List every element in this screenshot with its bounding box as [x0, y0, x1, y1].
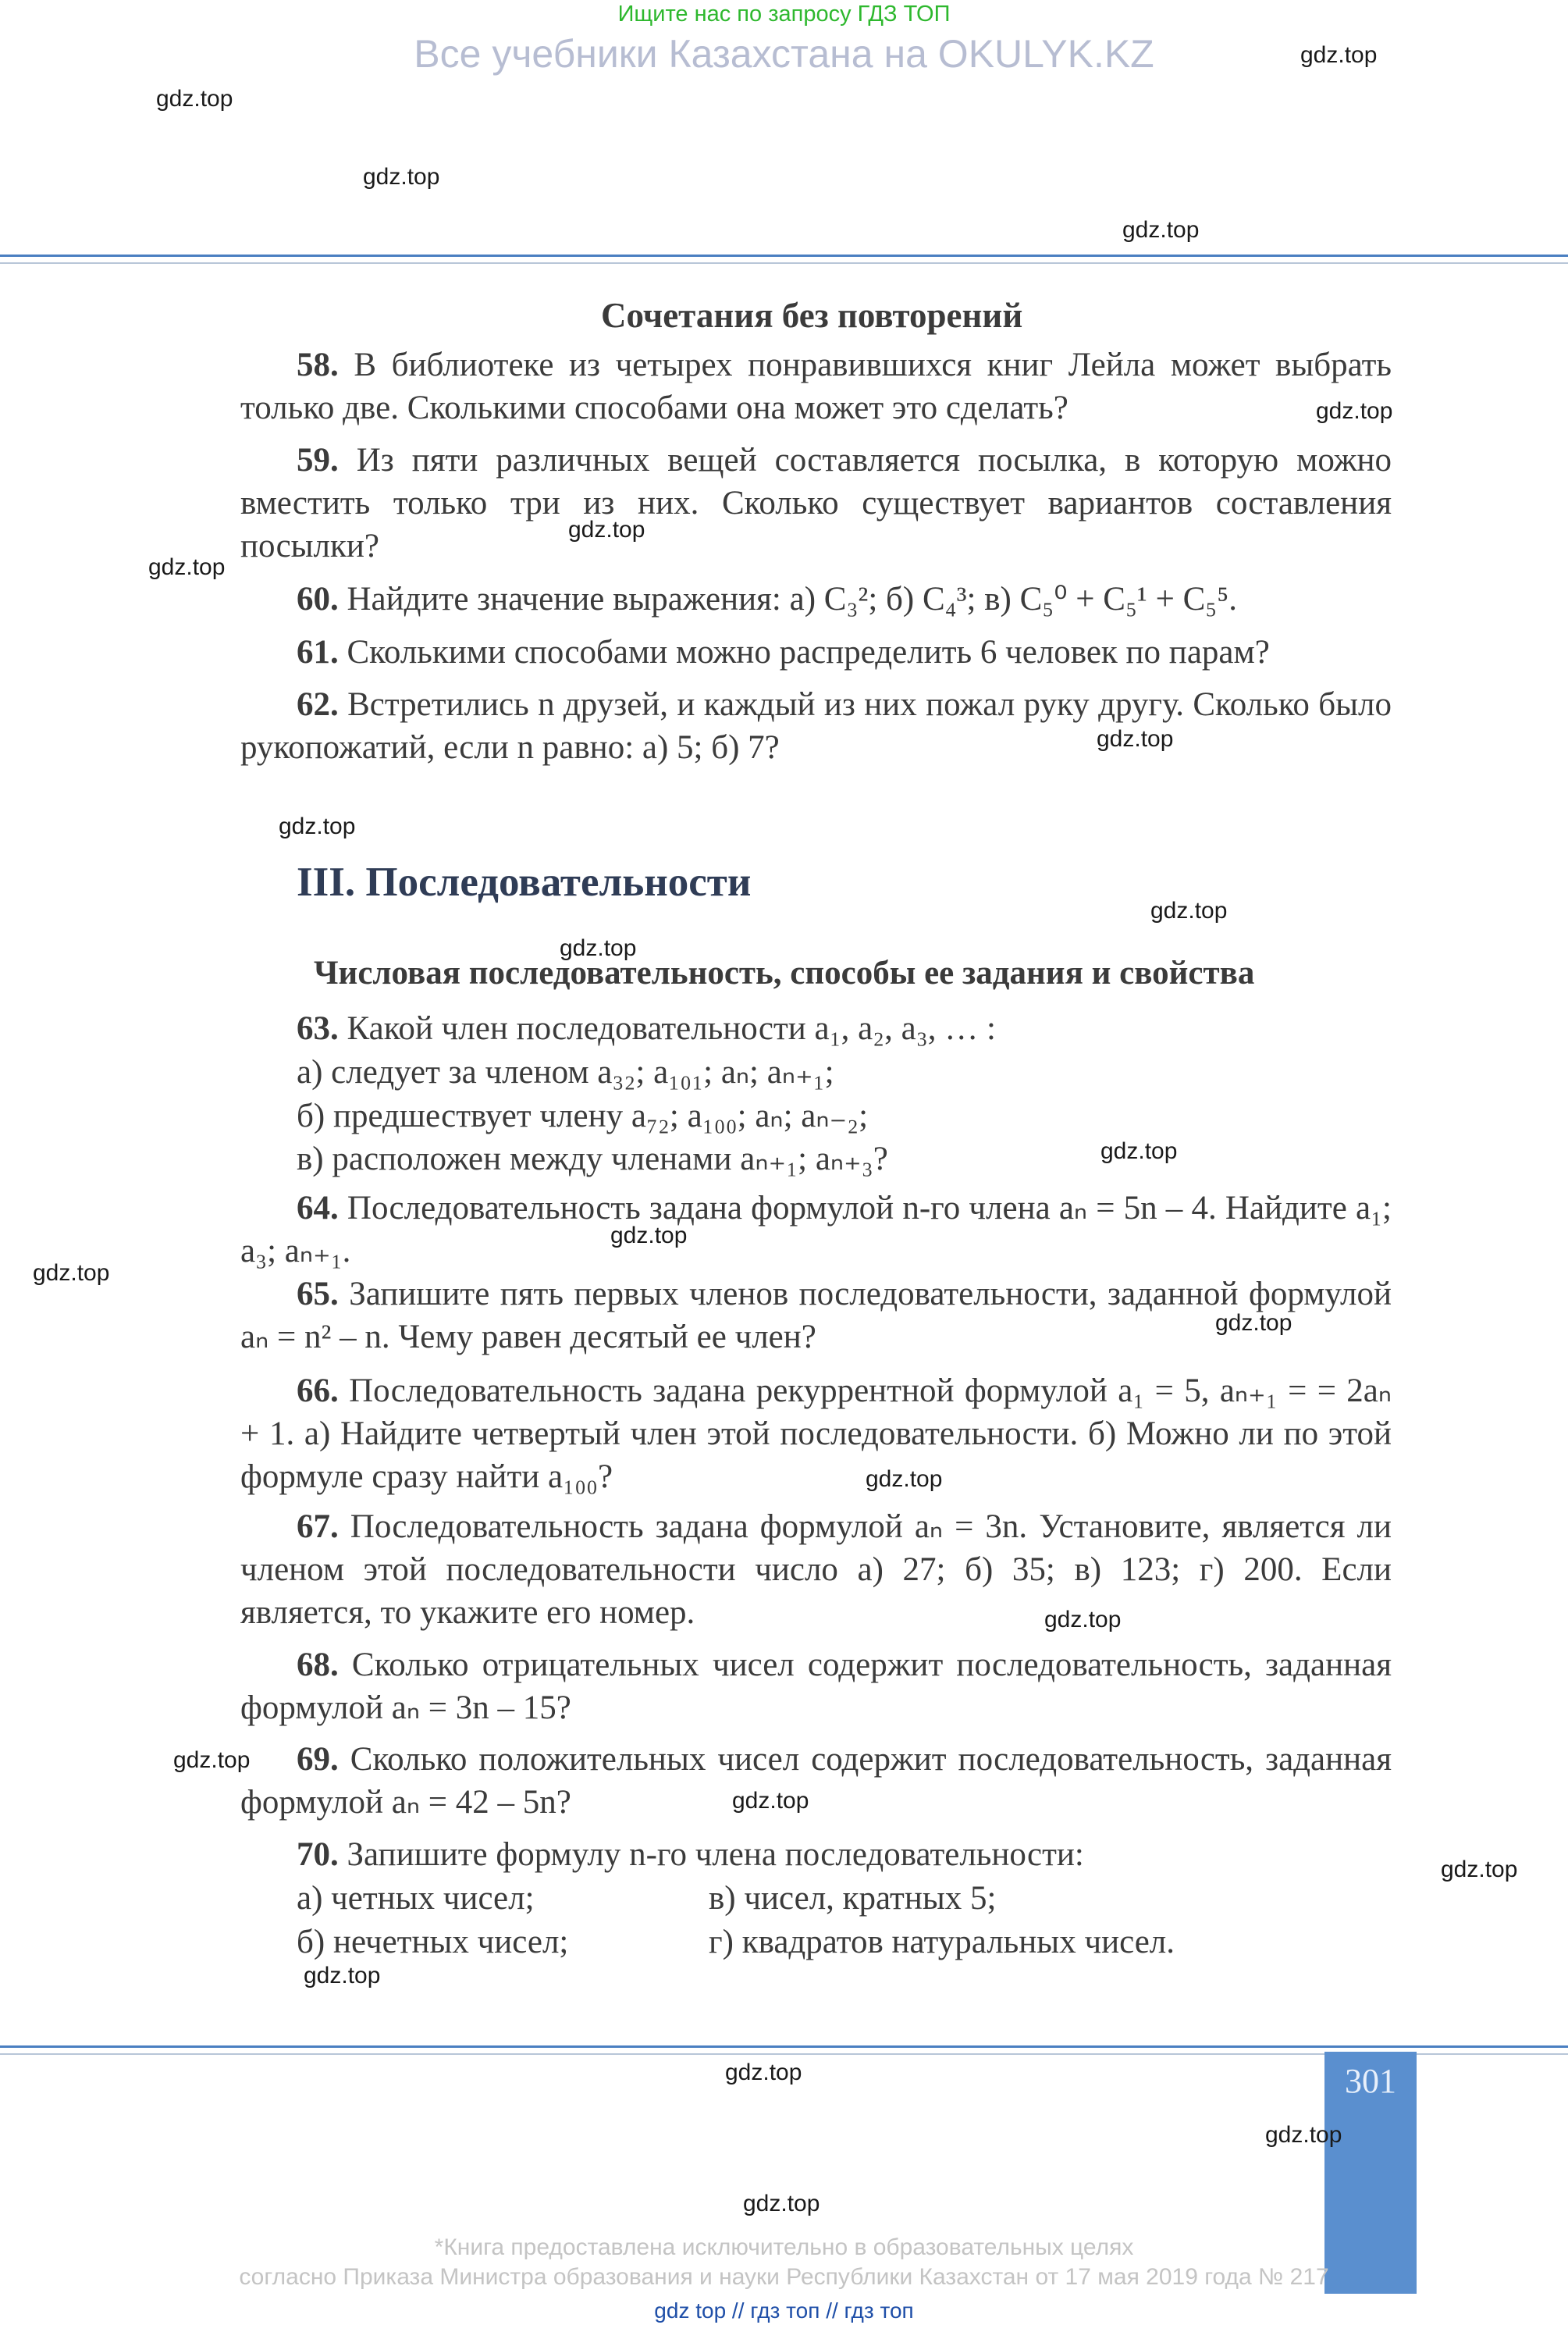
problem-text: Последовательность задана формулой aₙ = 3n. Установите, является ли членом этой последовательности число а) 27; б) 35; в) 123; г) 200. Если является, то укажите его номер. — [240, 1508, 1392, 1631]
problem-text: Из пяти различных вещей составляется посылка, в которую можно вместить только три из них. Сколько существует вариантов составления посылки? — [240, 442, 1392, 564]
problem-text: Запишите формулу n-го члена последовательности: — [347, 1836, 1084, 1873]
problem-number: 64. — [297, 1190, 339, 1227]
problem-text: Сколькими способами можно распределить 6 человек по парам? — [347, 634, 1270, 671]
problem-63-line-4: в) расположен между членами aₙ₊₁; aₙ₊₃? — [297, 1141, 888, 1177]
problem-number: 67. — [297, 1508, 339, 1545]
watermark: gdz.top — [148, 554, 226, 580]
watermark: gdz.top — [610, 1223, 688, 1248]
top-rule-thin — [0, 262, 1568, 264]
watermark: gdz.top — [173, 1747, 251, 1773]
problem-number: 68. — [297, 1647, 339, 1683]
problem-62 — [240, 683, 1392, 769]
watermark: gdz.top — [1300, 42, 1378, 68]
problem-64 — [240, 1187, 1392, 1273]
watermark: gdz.top — [732, 1788, 809, 1814]
problem-number: 62. — [297, 686, 339, 723]
search-hint[interactable]: Ищите нас по запросу ГДЗ ТОП — [617, 2, 951, 27]
watermark: gdz.top — [1215, 1310, 1292, 1336]
problem-67 — [240, 1505, 1392, 1634]
problem-66 — [240, 1369, 1392, 1498]
watermark: gdz.top — [1316, 398, 1393, 424]
problem-60 — [240, 578, 1392, 621]
problem-number: 58. — [297, 347, 339, 383]
site-banner[interactable]: Все учебники Казахстана на OKULYK.KZ — [414, 32, 1154, 76]
watermark: gdz.top — [560, 935, 637, 961]
watermark: gdz.top — [1122, 217, 1200, 243]
problem-number: 59. — [297, 442, 339, 479]
problem-text: В библиотеке из четырех понравившихся книг Лейла может выбрать только две. Сколькими способами она может это сделать? — [240, 347, 1392, 426]
footer-note-line-1: *Книга предоставлена исключительно в образовательных целях — [434, 2234, 1134, 2260]
problem-number: 65. — [297, 1276, 339, 1312]
problem-text: Запишите пять первых членов последовательности, заданной формулой aₙ = n² – n. Чему равен десятый ее член? — [240, 1276, 1392, 1355]
watermark: gdz.top — [725, 2060, 802, 2085]
watermark: gdz.top — [33, 1260, 110, 1286]
problem-text: Сколько отрицательных чисел содержит последовательность, заданная формулой aₙ = 3n – 15? — [240, 1647, 1392, 1726]
watermark: gdz.top — [743, 2191, 820, 2216]
problem-number: 66. — [297, 1372, 339, 1409]
chapter-subtitle: Числовая последовательность, способы ее задания и свойства — [314, 955, 1255, 992]
watermark: gdz.top — [279, 814, 356, 839]
problem-63-line-1 — [297, 1007, 996, 1050]
problem-text: Сколько положительных чисел содержит последовательность, заданная формулой aₙ = 42 – 5n? — [240, 1741, 1392, 1821]
chapter-title: III. Последовательности — [297, 860, 752, 905]
bottom-rule — [0, 2045, 1568, 2048]
problem-text: Последовательность задана рекуррентной формулой a₁ = 5, aₙ₊₁ = = 2aₙ + 1. а) Найдите четвертый член этой последовательности. б) Можно ли по этой формуле сразу найти a₁₀₀? — [240, 1372, 1392, 1495]
footer-note-line-2: согласно Приказа Министра образования и науки Республики Казахстан от 17 мая 2019 года № 217 — [239, 2264, 1329, 2290]
problem-68 — [240, 1643, 1392, 1729]
watermark: gdz.top — [1150, 898, 1228, 924]
problem-70-option-v: в) чисел, кратных 5; — [709, 1880, 997, 1917]
problem-63-line-2: а) следует за членом a₃₂; a₁₀₁; aₙ; aₙ₊₁; — [297, 1054, 834, 1091]
watermark: gdz.top — [1044, 1607, 1122, 1632]
top-rule — [0, 255, 1568, 257]
problem-number: 63. — [297, 1010, 339, 1047]
problem-text: Найдите значение выражения: а) C₃²; б) C₄³; в) C₅⁰ + C₅¹ + C₅⁵. — [347, 581, 1237, 618]
problem-text: Какой член последовательности a₁, a₂, a₃, … : — [347, 1010, 996, 1047]
problem-number: 60. — [297, 581, 339, 618]
page-number: 301 — [1345, 2062, 1396, 2100]
problem-70 — [297, 1833, 1084, 1876]
section-title: Сочетания без повторений — [601, 296, 1023, 335]
problem-58 — [240, 344, 1392, 429]
watermark: gdz.top — [1100, 1138, 1178, 1164]
watermark: gdz.top — [156, 86, 233, 112]
watermark: gdz.top — [1097, 726, 1174, 752]
watermark: gdz.top — [1265, 2122, 1342, 2148]
problem-text: Встретились n друзей, и каждый из них пожал руку другу. Сколько было рукопожатий, если n равно: а) 5; б) 7? — [240, 686, 1392, 766]
problem-69 — [240, 1738, 1392, 1824]
watermark: gdz.top — [363, 164, 440, 190]
problem-63-line-3: б) предшествует члену a₇₂; a₁₀₀; aₙ; aₙ₋₂; — [297, 1098, 869, 1134]
problem-70-option-g: г) квадратов натуральных чисел. — [709, 1924, 1175, 1960]
problem-70-option-b: б) нечетных чисел; — [297, 1924, 569, 1960]
watermark: gdz.top — [304, 1963, 381, 1988]
problem-61 — [240, 631, 1392, 674]
problem-number: 70. — [297, 1836, 339, 1873]
watermark: gdz.top — [568, 517, 645, 543]
problem-text: Последовательность задана формулой n-го члена aₙ = 5n – 4. Найдите a₁; a₃; aₙ₊₁. — [240, 1190, 1392, 1269]
watermark: gdz.top — [866, 1466, 943, 1492]
problem-number: 69. — [297, 1741, 339, 1778]
problem-59 — [240, 439, 1392, 568]
problem-70-option-a: а) четных чисел; — [297, 1880, 535, 1917]
footer-links[interactable]: gdz top // гдз топ // гдз топ — [654, 2298, 914, 2323]
watermark: gdz.top — [1441, 1857, 1518, 1882]
problem-number: 61. — [297, 634, 339, 671]
